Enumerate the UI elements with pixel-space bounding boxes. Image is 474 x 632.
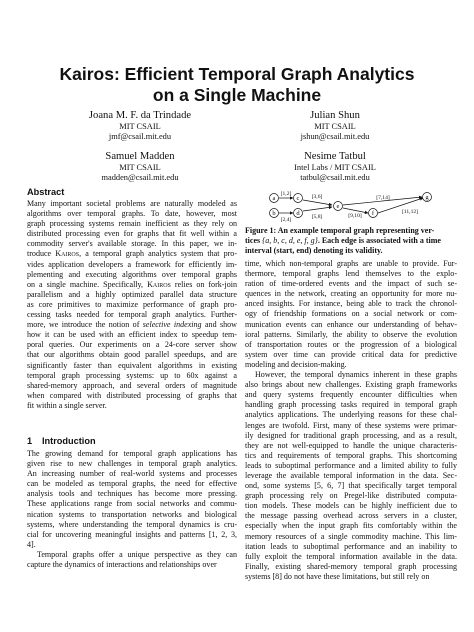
figure-1-temporal-graph <box>245 188 457 224</box>
text-line: leverage the available temporal information in the data. Sec- <box>245 470 457 480</box>
section-title: Introduction <box>42 436 96 446</box>
text-line: the message passing overhead across servers in a cluster, <box>245 511 457 521</box>
text-line: vides application developers a framework for efficiently im- <box>27 259 237 269</box>
text-line: systems, where understanding the temporal dynamics is cru- <box>27 519 237 529</box>
text-line: systems [8] do not have these limitations, but still rely on <box>245 571 430 581</box>
text-line: 4]. <box>27 539 36 549</box>
edge-label-c-e: [3,6] <box>311 194 323 200</box>
text-line: nication systems to transportation networks and biological <box>27 509 237 519</box>
text-line: These applications range from social networks and commu- <box>27 499 237 509</box>
author-block <box>255 109 415 142</box>
caption-text: . Each edge is associated with a time <box>317 236 441 245</box>
title-line-1: Kairos: Efficient Temporal Graph Analytics <box>59 64 415 84</box>
text-line: ration of time-ordered events and the impact of such se- <box>245 279 457 289</box>
author-name: Nesime Tatbul <box>304 151 366 162</box>
edge-label-a-c: [1,2] <box>280 191 292 197</box>
author-affiliation: MIT CSAIL <box>314 122 356 131</box>
author-affiliation: MIT CSAIL <box>119 163 161 172</box>
text-line: algorithms over temporal graphs. To date, however, most <box>27 209 237 219</box>
edge-label-e-f: [9,10] <box>348 213 362 219</box>
text-line: Temporal graphs offer a unique perspective as they can <box>37 549 237 559</box>
text-line: munication events can enhance our understanding of behav- <box>245 319 457 329</box>
text-line: time, which non-temporal graphs are unable to provide. Fur- <box>245 259 457 268</box>
text-line: significantly faster than equivalent algorithms in existing <box>27 360 237 370</box>
author-name: Joana M. F. da Trindade <box>88 110 192 121</box>
text-line: that our algorithms obtain good parallel speedups, and are <box>27 350 237 360</box>
text-line: distributed processing even for graphs that fit well within a <box>27 229 237 239</box>
edge-label-e-g: [7,14] <box>376 195 390 201</box>
edge-label-d-e: [5,8] <box>311 214 323 220</box>
caption-vertex-set: {a, b, c, d, e, f, g} <box>262 236 318 245</box>
abstract-heading: Abstract <box>27 187 65 197</box>
text-line: analytics applications. The underlying reasons for these chal- <box>245 410 457 420</box>
node-label-g: g <box>425 194 429 202</box>
text-line: can be modeled as temporal graphs, the need for effective <box>27 479 237 489</box>
text-line: poral queries. Our experiments on a 24-core server show <box>27 340 237 350</box>
node-label-b: b <box>272 210 276 218</box>
caption-text: tices <box>245 236 261 245</box>
text-line: cessing tasks needed for temporal graph analytics. Further- <box>27 310 237 320</box>
author-email: jmf@csail.mit.edu <box>108 132 172 142</box>
title-line-2: on a Single Machine <box>152 85 322 105</box>
text-line: thermore, temporal graphs lend themselves to the explo- <box>245 269 457 279</box>
abstract-body <box>27 199 237 411</box>
author-affiliation: Intel Labs / MIT CSAIL <box>294 163 376 172</box>
edge-label-b-d: [2,4] <box>280 217 292 223</box>
text-line: shared-memory approach, and several orders of magnitude <box>27 380 237 390</box>
author-block <box>255 150 415 183</box>
author-email: madden@csail.mit.edu <box>101 173 179 183</box>
section-number: 1 <box>27 436 33 446</box>
text-line: troduce Kairos, a temporal graph analytics system that pro- <box>27 249 238 259</box>
text-line: quences in the network, creating an opportunity for more nu- <box>245 289 457 299</box>
text-line: Many important societal problems are naturally modeled as <box>27 199 237 208</box>
text-line: ond, some systems [5, 6, 7] that specifically target temporal <box>245 481 457 491</box>
text-line: ogy of friendship formations on a social network or com- <box>245 309 457 319</box>
text-line: how it can be used with an efficient index to speedup tem- <box>27 330 237 340</box>
author-email: tatbul@csail.mit.edu <box>300 173 370 183</box>
edge-d-e <box>303 207 332 211</box>
text-line: leads to suboptimal performance and a limited ability to fully <box>245 460 457 470</box>
introduction-heading <box>27 436 96 446</box>
text-line: tion models. These models can be highly inefficient due to <box>245 501 457 511</box>
edge-c-e <box>303 200 332 205</box>
text-line: capture the dynamics of interactions and relationships over <box>27 560 217 570</box>
text-line: plementing and executing algorithms over temporal graphs <box>27 269 237 279</box>
text-line: itation leads to suboptimal performance and an inability to <box>245 541 457 551</box>
text-line: fit within a single server. <box>27 400 107 410</box>
author-block <box>60 150 220 183</box>
text-line: ioral patterns. Similarly, the ability to observe the evolution <box>245 329 457 339</box>
author-name: Samuel Madden <box>105 151 175 162</box>
text-line: tics and requirements of temporal graphs. This shortcoming <box>245 450 457 460</box>
caption-text: Figure 1: An example temporal graph representing ver- <box>245 226 435 235</box>
text-line: commodity server's available storage. In this paper, we in- <box>27 239 237 249</box>
introduction-body <box>27 449 237 570</box>
text-line: analysis tools and techniques has become more pressing. <box>27 489 237 499</box>
text-line: ily designed for traditional graph processing, and as a result, <box>245 430 457 440</box>
text-line: lenges are twofold. First, many of these systems were primar- <box>245 420 457 430</box>
text-line: Finally, existing shared-memory temporal graph processing <box>245 561 457 571</box>
author-email: jshun@csail.mit.edu <box>300 132 370 142</box>
text-line: An increasing number of real-world systems and processes <box>27 469 237 479</box>
text-line: temporal graph processing systems: up to 60x against a <box>27 370 237 380</box>
text-line: when compared with distributed processing of graphs that <box>27 390 237 400</box>
text-line: and query systems frequently encounter difficulties when <box>245 390 457 400</box>
text-line: cial for uncovering meaningful insights and patterns [1, 2, 3, <box>27 529 237 539</box>
text-line: on a single machine. Specifically, Kairos relies on fork-join <box>27 279 237 289</box>
node-label-f: f <box>371 210 375 218</box>
text-line: more, we introduce the notion of selective indexing and show <box>27 320 237 330</box>
node-label-a: a <box>272 195 276 203</box>
text-line: system over time can provide critical data for predictive <box>245 349 457 359</box>
text-line: fully exploit the temporal information available in the data. <box>245 551 457 561</box>
text-line: handling graph processing tasks required in temporal graph <box>245 400 457 410</box>
text-line: they are not well-equipped to handle the unique characteris- <box>245 440 457 450</box>
text-line: also brings about new challenges. Existing graph frameworks <box>245 380 457 390</box>
text-line: of transportation routes or the progression of a biological <box>245 339 457 349</box>
figure-1-caption <box>245 226 457 256</box>
node-label-d: d <box>296 210 300 218</box>
text-line: anced insights. For instance, being able to track the chronol- <box>245 299 457 309</box>
author-affiliation: MIT CSAIL <box>119 122 161 131</box>
node-label-c: c <box>296 195 300 203</box>
text-line: graph processing rely on Pregel-like distributed computa- <box>245 491 457 501</box>
text-line: The growing demand for temporal graph applications has <box>27 449 237 458</box>
text-line: parallelism and a highly optimized parallel data structure <box>27 289 237 299</box>
text-line: given rise to new challenges in temporal graph analytics. <box>27 459 237 469</box>
text-line: memory resources of a single commodity machine. This lim- <box>245 531 457 541</box>
introduction-body-continued <box>245 259 457 582</box>
edge-label-f-g: [11,12] <box>401 209 419 215</box>
text-line: However, the temporal dynamics inherent in these graphs <box>255 370 457 380</box>
text-line: as core primitives to maximize performance of graph pro- <box>27 299 237 309</box>
text-line: modeling and decision-making. <box>245 359 347 369</box>
caption-text: interval (start, end) denoting its validity. <box>245 246 383 255</box>
text-line: especially when the input graph fits comfortably within the <box>245 521 457 531</box>
paper-title <box>40 64 434 106</box>
node-label-e: e <box>336 203 340 211</box>
author-block <box>60 109 220 142</box>
text-line: graph processing systems remain inefficient as they rely on <box>27 219 237 229</box>
author-name: Julian Shun <box>310 110 360 121</box>
